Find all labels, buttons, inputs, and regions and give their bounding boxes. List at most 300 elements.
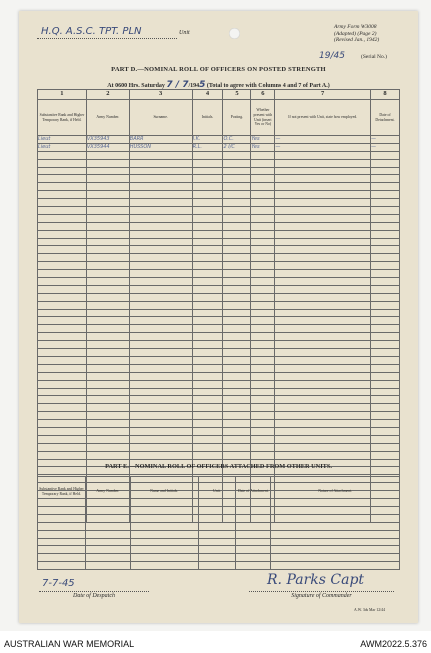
- blank-cell: [38, 270, 87, 278]
- blank-cell: [371, 443, 400, 451]
- blank-row: [38, 246, 400, 254]
- blank-cell: [38, 293, 87, 301]
- blank-cell: [129, 380, 192, 388]
- blank-cell: [251, 222, 275, 230]
- blank-cell: [38, 546, 86, 554]
- blank-cell: [223, 254, 251, 262]
- blank-cell: [192, 214, 223, 222]
- part-d-col-number: 8: [371, 90, 400, 100]
- signature-handwritten: R. Parks Capt: [267, 572, 365, 588]
- blank-cell: [38, 333, 87, 341]
- blank-cell: [38, 325, 87, 333]
- handwritten-cell: 2 I/C: [223, 143, 251, 151]
- blank-cell: [371, 222, 400, 230]
- blank-cell: [223, 309, 251, 317]
- blank-cell: [271, 514, 400, 522]
- blank-row: [38, 207, 400, 215]
- blank-cell: [223, 412, 251, 420]
- blank-cell: [192, 325, 223, 333]
- blank-cell: [275, 175, 371, 183]
- blank-cell: [86, 254, 129, 262]
- blank-cell: [275, 246, 371, 254]
- blank-cell: [275, 238, 371, 246]
- blank-cell: [371, 151, 400, 159]
- blank-cell: [129, 349, 192, 357]
- blank-cell: [85, 507, 130, 515]
- blank-cell: [251, 183, 275, 191]
- blank-cell: [236, 562, 271, 570]
- blank-cell: [129, 183, 192, 191]
- punch-hole: [229, 28, 240, 39]
- blank-cell: [192, 420, 223, 428]
- blank-cell: [371, 301, 400, 309]
- blank-cell: [192, 349, 223, 357]
- blank-cell: [275, 199, 371, 207]
- blank-row: [38, 254, 400, 262]
- blank-cell: [129, 317, 192, 325]
- blank-cell: [192, 372, 223, 380]
- blank-cell: [192, 270, 223, 278]
- blank-cell: [192, 151, 223, 159]
- blank-row: [38, 301, 400, 309]
- blank-cell: [198, 554, 236, 562]
- blank-cell: [86, 301, 129, 309]
- blank-cell: [192, 380, 223, 388]
- blank-cell: [223, 364, 251, 372]
- handwritten-cell: HUSSON: [129, 143, 192, 151]
- blank-cell: [129, 325, 192, 333]
- blank-cell: [198, 530, 236, 538]
- blank-cell: [85, 514, 130, 522]
- blank-cell: [192, 254, 223, 262]
- blank-cell: [223, 420, 251, 428]
- blank-cell: [251, 230, 275, 238]
- blank-cell: [251, 388, 275, 396]
- blank-cell: [223, 404, 251, 412]
- blank-cell: [371, 380, 400, 388]
- blank-cell: [130, 522, 198, 530]
- blank-cell: [38, 404, 87, 412]
- handwritten-cell: VX35944: [86, 143, 129, 151]
- blank-cell: [129, 364, 192, 372]
- blank-cell: [371, 278, 400, 286]
- blank-cell: [251, 435, 275, 443]
- blank-cell: [38, 262, 87, 270]
- blank-cell: [38, 254, 87, 262]
- blank-cell: [130, 562, 198, 570]
- blank-cell: [86, 396, 129, 404]
- blank-cell: [251, 270, 275, 278]
- blank-cell: [251, 191, 275, 199]
- blank-cell: [236, 546, 271, 554]
- blank-cell: [129, 372, 192, 380]
- blank-cell: [251, 246, 275, 254]
- blank-row: [38, 435, 400, 443]
- blank-cell: [371, 333, 400, 341]
- blank-cell: [371, 270, 400, 278]
- blank-cell: [86, 333, 129, 341]
- blank-cell: [129, 175, 192, 183]
- despatch-underline: [39, 591, 149, 592]
- blank-cell: [130, 507, 198, 515]
- blank-cell: [251, 254, 275, 262]
- blank-cell: [371, 435, 400, 443]
- blank-cell: [129, 420, 192, 428]
- form-code-line: (Revised Jan., 1942): [334, 37, 380, 43]
- blank-row: [38, 222, 400, 230]
- blank-cell: [251, 349, 275, 357]
- blank-cell: [236, 554, 271, 562]
- blank-cell: [86, 420, 129, 428]
- blank-cell: [275, 427, 371, 435]
- blank-cell: [371, 246, 400, 254]
- blank-cell: [251, 175, 275, 183]
- blank-cell: [251, 238, 275, 246]
- blank-cell: [129, 278, 192, 286]
- blank-cell: [129, 222, 192, 230]
- blank-cell: [223, 388, 251, 396]
- blank-cell: [192, 451, 223, 459]
- blank-cell: [251, 396, 275, 404]
- part-d-col-number: 2: [86, 90, 129, 100]
- blank-cell: [223, 278, 251, 286]
- unit-underline: [37, 38, 177, 39]
- part-e-title: PART E.—NOMINAL ROLL OF OFFICERS ATTACHED FROM OTHER UNITS.: [105, 463, 332, 470]
- blank-cell: [38, 514, 86, 522]
- blank-cell: [223, 262, 251, 270]
- blank-cell: [192, 246, 223, 254]
- blank-cell: [251, 262, 275, 270]
- blank-cell: [129, 435, 192, 443]
- blank-cell: [251, 420, 275, 428]
- blank-cell: [130, 538, 198, 546]
- blank-cell: [271, 546, 400, 554]
- blank-cell: [223, 356, 251, 364]
- blank-cell: [192, 443, 223, 451]
- blank-row: [38, 214, 400, 222]
- blank-cell: [275, 325, 371, 333]
- blank-cell: [129, 396, 192, 404]
- blank-cell: [236, 514, 271, 522]
- blank-cell: [38, 151, 87, 159]
- blank-cell: [223, 238, 251, 246]
- blank-cell: [251, 427, 275, 435]
- blank-cell: [129, 191, 192, 199]
- blank-cell: [275, 183, 371, 191]
- part-d-col-number: 1: [38, 90, 87, 100]
- blank-cell: [86, 285, 129, 293]
- watermark-bar: [0, 631, 431, 653]
- blank-cell: [271, 530, 400, 538]
- blank-cell: [371, 451, 400, 459]
- blank-cell: [223, 341, 251, 349]
- blank-cell: [275, 301, 371, 309]
- blank-cell: [198, 538, 236, 546]
- at-year: /194: [188, 83, 200, 89]
- blank-cell: [38, 451, 87, 459]
- blank-row: [38, 341, 400, 349]
- blank-cell: [251, 356, 275, 364]
- blank-row: [38, 356, 400, 364]
- blank-cell: [130, 554, 198, 562]
- blank-cell: [251, 309, 275, 317]
- blank-cell: [86, 270, 129, 278]
- blank-cell: [223, 427, 251, 435]
- form-code: [334, 24, 414, 44]
- blank-cell: [371, 214, 400, 222]
- blank-cell: [38, 230, 87, 238]
- blank-cell: [371, 356, 400, 364]
- blank-cell: [192, 309, 223, 317]
- blank-cell: [85, 546, 130, 554]
- blank-cell: [38, 562, 86, 570]
- blank-cell: [192, 404, 223, 412]
- blank-cell: [198, 507, 236, 515]
- blank-cell: [236, 507, 271, 515]
- serial-label: (Serial No.): [361, 54, 387, 60]
- blank-cell: [129, 230, 192, 238]
- blank-cell: [271, 522, 400, 530]
- handwritten-cell: —: [275, 143, 371, 151]
- blank-cell: [275, 309, 371, 317]
- handwritten-cell: O.C.: [223, 136, 251, 144]
- blank-cell: [275, 349, 371, 357]
- blank-cell: [86, 159, 129, 167]
- blank-cell: [275, 230, 371, 238]
- blank-cell: [371, 364, 400, 372]
- blank-cell: [129, 199, 192, 207]
- blank-cell: [38, 159, 87, 167]
- blank-cell: [192, 364, 223, 372]
- blank-cell: [192, 412, 223, 420]
- blank-cell: [275, 388, 371, 396]
- blank-cell: [223, 293, 251, 301]
- blank-cell: [38, 554, 86, 562]
- blank-cell: [371, 317, 400, 325]
- blank-cell: [198, 546, 236, 554]
- blank-cell: [271, 554, 400, 562]
- blank-cell: [38, 191, 87, 199]
- blank-cell: [38, 443, 87, 451]
- blank-row: [38, 325, 400, 333]
- blank-cell: [275, 285, 371, 293]
- blank-cell: [223, 207, 251, 215]
- blank-cell: [130, 530, 198, 538]
- blank-cell: [86, 151, 129, 159]
- blank-cell: [223, 222, 251, 230]
- blank-cell: [275, 356, 371, 364]
- blank-cell: [275, 293, 371, 301]
- blank-row: [38, 175, 400, 183]
- blank-cell: [223, 333, 251, 341]
- blank-cell: [85, 562, 130, 570]
- blank-cell: [275, 333, 371, 341]
- form-code-line: Army Form W3008: [334, 24, 377, 30]
- blank-cell: [192, 159, 223, 167]
- blank-cell: [86, 349, 129, 357]
- blank-cell: [192, 278, 223, 286]
- handwritten-cell: Lieut: [38, 136, 87, 144]
- blank-cell: [86, 341, 129, 349]
- part-d-title: PART D.—NOMINAL ROLL OF OFFICERS ON POSTED STRENGTH: [111, 66, 326, 73]
- blank-cell: [275, 443, 371, 451]
- blank-cell: [38, 317, 87, 325]
- blank-cell: [371, 167, 400, 175]
- blank-cell: [371, 349, 400, 357]
- blank-cell: [371, 427, 400, 435]
- blank-cell: [236, 538, 271, 546]
- blank-cell: [38, 246, 87, 254]
- blank-cell: [86, 412, 129, 420]
- blank-cell: [275, 278, 371, 286]
- blank-cell: [86, 183, 129, 191]
- watermark-right: AWM2022.5.376: [360, 639, 427, 649]
- unit-label: Unit: [179, 30, 190, 36]
- handwritten-cell: BARR: [129, 136, 192, 144]
- blank-row: [38, 285, 400, 293]
- blank-cell: [129, 159, 192, 167]
- blank-cell: [371, 396, 400, 404]
- handwritten-cell: VX35943: [86, 136, 129, 144]
- blank-cell: [129, 167, 192, 175]
- part-d-col-header: If not present with Unit, state how employed.: [275, 100, 371, 136]
- blank-row: [38, 278, 400, 286]
- table-row: [38, 143, 400, 151]
- blank-cell: [275, 214, 371, 222]
- blank-cell: [275, 435, 371, 443]
- blank-cell: [371, 199, 400, 207]
- blank-cell: [38, 349, 87, 357]
- printer-note: A.W. 3ds Mar 12/44: [354, 608, 385, 612]
- part-e-col-header: Name and Initials.: [130, 477, 198, 507]
- part-d-col-header: Initials.: [192, 100, 223, 136]
- signature-underline: [249, 591, 394, 592]
- blank-row: [38, 562, 400, 570]
- blank-cell: [129, 388, 192, 396]
- blank-cell: [192, 207, 223, 215]
- blank-cell: [129, 427, 192, 435]
- despatch-label: Date of Despatch: [73, 593, 115, 599]
- blank-cell: [86, 293, 129, 301]
- blank-cell: [192, 262, 223, 270]
- blank-cell: [275, 317, 371, 325]
- blank-cell: [223, 159, 251, 167]
- blank-cell: [251, 207, 275, 215]
- blank-cell: [223, 270, 251, 278]
- blank-cell: [129, 151, 192, 159]
- blank-cell: [371, 372, 400, 380]
- blank-cell: [38, 364, 87, 372]
- form-code-line: (Adapted) (Page 2): [334, 30, 377, 37]
- blank-cell: [275, 372, 371, 380]
- blank-cell: [192, 341, 223, 349]
- blank-cell: [223, 435, 251, 443]
- blank-cell: [192, 427, 223, 435]
- blank-cell: [251, 341, 275, 349]
- blank-cell: [129, 254, 192, 262]
- blank-cell: [275, 341, 371, 349]
- at-date-handwritten: 7 / 7: [166, 80, 189, 90]
- blank-cell: [371, 230, 400, 238]
- at-prefix: At 0600 Hrs. Saturday: [107, 83, 165, 89]
- blank-cell: [192, 238, 223, 246]
- blank-cell: [251, 293, 275, 301]
- blank-cell: [275, 222, 371, 230]
- blank-cell: [85, 554, 130, 562]
- blank-cell: [38, 435, 87, 443]
- blank-cell: [198, 514, 236, 522]
- blank-cell: [86, 246, 129, 254]
- blank-row: [38, 380, 400, 388]
- part-d-col-header: Army Number.: [86, 100, 129, 136]
- blank-row: [38, 333, 400, 341]
- blank-cell: [192, 167, 223, 175]
- unit-handwritten: H.Q. A.S.C. TPT. PLN: [41, 26, 142, 37]
- blank-cell: [251, 325, 275, 333]
- blank-row: [38, 183, 400, 191]
- blank-cell: [86, 451, 129, 459]
- blank-row: [38, 159, 400, 167]
- blank-cell: [86, 262, 129, 270]
- watermark-left: AUSTRALIAN WAR MEMORIAL: [4, 639, 135, 649]
- blank-cell: [86, 388, 129, 396]
- blank-cell: [38, 199, 87, 207]
- blank-row: [38, 270, 400, 278]
- blank-cell: [192, 333, 223, 341]
- blank-cell: [129, 270, 192, 278]
- blank-cell: [86, 230, 129, 238]
- blank-cell: [275, 396, 371, 404]
- blank-row: [38, 230, 400, 238]
- blank-cell: [251, 278, 275, 286]
- blank-cell: [86, 207, 129, 215]
- blank-cell: [129, 262, 192, 270]
- blank-cell: [275, 262, 371, 270]
- blank-cell: [371, 309, 400, 317]
- blank-cell: [223, 230, 251, 238]
- blank-cell: [223, 167, 251, 175]
- blank-cell: [275, 451, 371, 459]
- part-d-col-header: Substantive Rank and Higher Temporary Rank, if Held.: [38, 100, 87, 136]
- blank-cell: [251, 214, 275, 222]
- blank-cell: [130, 514, 198, 522]
- blank-cell: [371, 420, 400, 428]
- blank-cell: [192, 293, 223, 301]
- blank-row: [38, 546, 400, 554]
- blank-cell: [129, 404, 192, 412]
- blank-cell: [129, 207, 192, 215]
- blank-cell: [275, 404, 371, 412]
- blank-row: [38, 514, 400, 522]
- blank-cell: [129, 333, 192, 341]
- despatch-date-handwritten: 7-7-45: [42, 578, 75, 589]
- blank-cell: [275, 191, 371, 199]
- blank-cell: [371, 159, 400, 167]
- handwritten-cell: Lieut: [38, 143, 87, 151]
- signature-label: Signature of Commander: [291, 593, 352, 599]
- blank-cell: [251, 443, 275, 451]
- blank-row: [38, 443, 400, 451]
- blank-cell: [38, 522, 86, 530]
- blank-cell: [86, 214, 129, 222]
- blank-cell: [86, 222, 129, 230]
- blank-row: [38, 530, 400, 538]
- blank-cell: [275, 207, 371, 215]
- blank-row: [38, 396, 400, 404]
- blank-cell: [371, 412, 400, 420]
- blank-row: [38, 420, 400, 428]
- blank-row: [38, 451, 400, 459]
